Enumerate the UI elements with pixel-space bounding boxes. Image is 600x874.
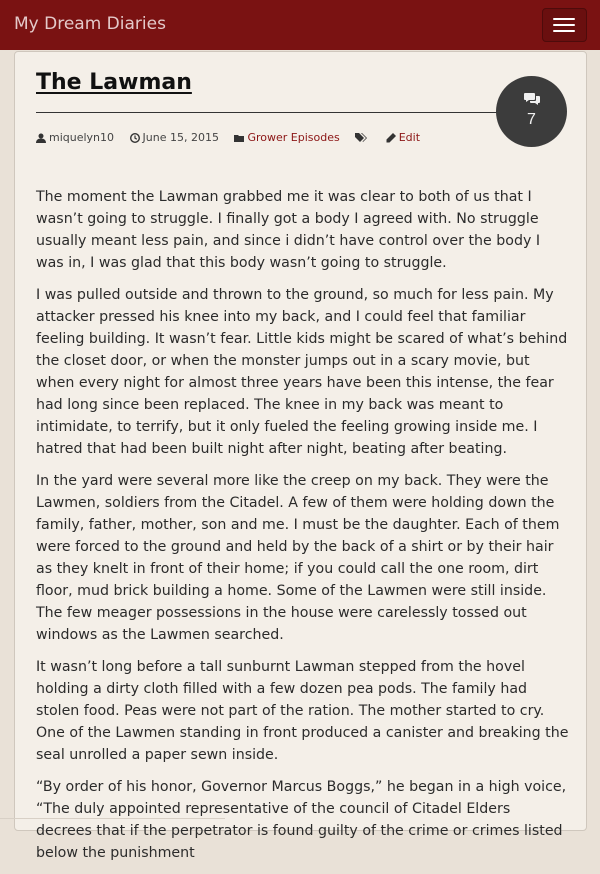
clock-icon [130, 133, 140, 143]
meta-edit [386, 131, 420, 144]
meta-category [234, 131, 339, 144]
post-meta [36, 131, 432, 145]
paragraph: It wasn’t long before a tall sunburnt Lawman stepped from the hovel holding a dirty cloth filled with a few dozen pea pods. The family had stolen food. Peas were not part of the ration. The mother started to cry. One of the Lawmen standing in front produced a canister and breaking the seal unrolled a paper sewn inside. [36, 659, 569, 763]
post-card [14, 51, 587, 861]
meta-author [36, 131, 114, 144]
post-content [36, 186, 570, 874]
pencil-icon [386, 133, 396, 143]
tags-icon[interactable] [355, 133, 367, 143]
meta-tags [355, 133, 370, 143]
meta-date [130, 131, 219, 144]
bottom-divider [0, 818, 225, 819]
paragraph: In the yard were several more like the creep on my back. They were the Lawmen, soldiers from the Citadel. A few of them were holding down the family, father, mother, son and me. I must be the daughter. Each of them were forced to the ground and held by the back of a shirt or by their hair as they knelt in front of their home; if you could call the one room, dirt floor, mud brick building a home. Some of the Lawmen were still inside. The few meager possessions in the house were carelessly tossed out windows as the Lawmen searched. [36, 473, 560, 643]
hamburger-icon [553, 18, 575, 20]
post-title[interactable]: The Lawman [36, 70, 192, 95]
hamburger-icon-bar [553, 30, 575, 32]
paragraph: “By order of his honor, Governor Marcus Boggs,” he began in a high voice, “The duly appointed representative of the council of Citadel Elders decrees that if the perpetrator is found guilty of the crime or crimes listed below the punishment [36, 779, 567, 861]
author-name[interactable]: miquelyn10 [49, 131, 115, 144]
navbar [0, 0, 600, 50]
comments-icon [524, 92, 540, 106]
comment-count-badge[interactable] [496, 76, 567, 147]
menu-toggle-button[interactable] [542, 8, 587, 42]
paragraph: I was pulled outside and thrown to the ground, so much for less pain. My attacker pressed his knee into my back, and I could feel that familiar feeling building. It wasn’t fear. Little kids might be scared of what’s behind the closet door, or when the monster jumps out in a scary movie, but when every night for almost three years have been this intense, the fear had long since been replaced. The knee in my back was meant to intimidate, to terrify, but it only fueled the feeling growing inside me. I hatred that had been built night after night, beating after beating. [36, 287, 568, 457]
user-icon [36, 133, 46, 143]
site-brand-link[interactable]: My Dream Diaries [14, 14, 166, 34]
title-divider [36, 112, 506, 113]
edit-link[interactable]: Edit [398, 131, 421, 144]
category-link[interactable]: Grower Episodes [247, 131, 340, 144]
post-date: June 15, 2015 [142, 131, 219, 144]
paragraph: The moment the Lawman grabbed me it was clear to both of us that I wasn’t going to struggle. I finally got a body I agreed with. No struggle usually meant less pain, and since i didn’t have control over the body I was in, I was glad that this body wasn’t going to struggle. [36, 189, 541, 271]
comment-count: 7 [527, 111, 536, 128]
hamburger-icon-bar [553, 24, 575, 26]
folder-icon [234, 133, 244, 143]
